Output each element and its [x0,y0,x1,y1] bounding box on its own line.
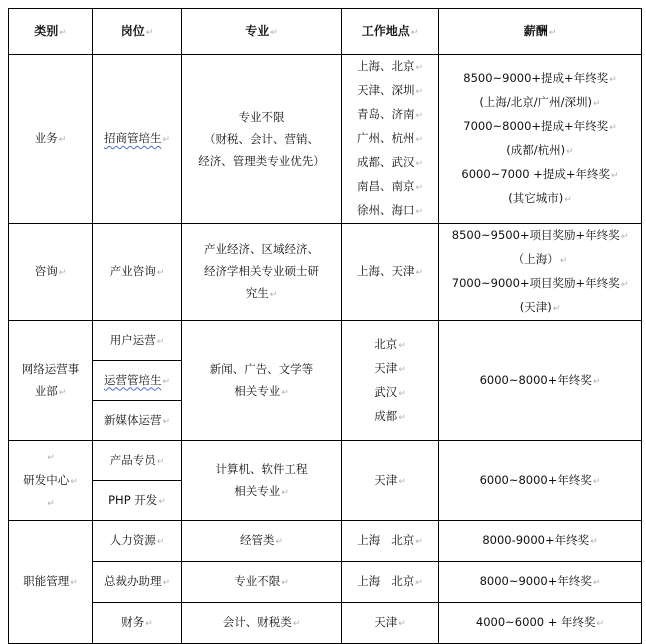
salary-finance: 4000~6000 + 年终奖↵ [439,603,642,644]
major-line: （财税、会计、营销、 [204,132,319,146]
header-major: 专业↵ [182,9,342,55]
location-consulting: 上海、天津↵ [342,224,439,321]
major-hr: 经管类↵ [182,521,342,562]
paragraph-mark: ↵ [47,452,55,463]
recruitment-table [8,8,642,644]
major-rnd [182,441,342,521]
location-line: 天津、深圳↵ [356,83,424,97]
salary-line: 8500~9000+提成+年终奖↵ [463,71,617,85]
major-line: 计算机、软件工程 [215,461,308,476]
position-ceo-assistant: 总裁办助理↵ [93,562,182,603]
location-hr: 上海 北京↵ [342,521,439,562]
category-line: 网络运营事 [21,361,80,376]
salary-line: (上海/北京/广州/深圳)↵ [479,95,601,109]
location-rnd: 天津↵ [342,441,439,521]
location-line: 南昌、南京↵ [356,179,424,193]
salary-line: (其它城市)↵ [508,191,572,205]
header-category: 类别↵ [9,9,93,55]
location-network-ops [342,321,439,441]
location-line: 徐州、海口↵ [356,203,424,217]
row-rnd-1 [9,441,642,481]
major-line: 新闻、广告、文学等 [209,361,314,376]
location-line: 北京↵ [374,336,406,351]
header-position: 岗位↵ [93,9,182,55]
position-ops-trainee: 运营管培生↵ [93,361,182,401]
row-admin-1 [9,521,642,562]
major-network-ops [182,321,342,441]
location-line: 天津↵ [374,360,406,375]
major-line: 专业不限 [238,110,285,124]
salary-ceo-assistant: 8000~9000+年终奖↵ [439,562,642,603]
position-user-ops: 用户运营↵ [93,321,182,361]
salary-network-ops: 6000~8000+年终奖↵ [439,321,642,441]
paragraph-mark: ↵ [47,498,55,509]
salary-line: 7000~8000+提成+年终奖↵ [463,119,617,133]
row-admin-2 [9,562,642,603]
location-ceo-assistant: 上海 北京↵ [342,562,439,603]
position-php-dev: PHP 开发↵ [93,481,182,521]
major-line: 相关专业↵ [234,383,289,398]
major-line: 经济学相关专业硕士研 [204,264,319,278]
category-line: 研发中心↵ [23,472,78,487]
major-finance: 会计、财税类↵ [182,603,342,644]
location-finance: 天津↵ [342,603,439,644]
category-network-ops [9,321,93,441]
location-line: 成都↵ [374,408,406,423]
location-line: 上海、北京↵ [356,59,424,73]
major-business [182,55,342,224]
header-row [9,9,642,55]
salary-line: 7000~9000+项目奖励+年终奖↵ [451,276,629,290]
row-consulting [9,224,642,321]
salary-line: 8500~9500+项目奖励+年终奖↵ [451,228,629,242]
position-product-specialist: 产品专员↵ [93,441,182,481]
salary-business [439,55,642,224]
salary-line: (天津)↵ [519,300,561,314]
category-consulting: 咨询↵ [9,224,93,321]
location-line: 广州、杭州↵ [356,131,424,145]
category-line: 业部↵ [34,383,67,398]
category-admin: 职能管理↵ [9,521,93,644]
header-salary: 薪酬↵ [439,9,642,55]
salary-hr: 8000-9000+年终奖↵ [439,521,642,562]
category-business: 业务↵ [9,55,93,224]
position-business-trainee: 招商管培生↵ [93,55,182,224]
salary-consulting [439,224,642,321]
location-line: 青岛、济南↵ [356,107,424,121]
major-line: 相关专业↵ [234,483,289,498]
salary-line: (成都/杭州)↵ [506,143,574,157]
position-hr: 人力资源↵ [93,521,182,562]
category-rnd [9,441,93,521]
major-line: 产业经济、区域经济、 [204,242,319,256]
location-line: 武汉↵ [374,384,406,399]
row-admin-3 [9,603,642,644]
location-line: 成都、武汉↵ [356,155,424,169]
header-location: 工作地点↵ [342,9,439,55]
position-new-media-ops: 新媒体运营↵ [93,401,182,441]
row-business [9,55,642,224]
position-finance: 财务↵ [93,603,182,644]
salary-line: （上海）↵ [512,252,568,266]
position-industry-consulting: 产业咨询↵ [93,224,182,321]
salary-line: 6000~7000 +提成+年终奖↵ [461,167,619,181]
major-ceo-assistant: 专业不限↵ [182,562,342,603]
major-consulting [182,224,342,321]
salary-rnd: 6000~8000+年终奖↵ [439,441,642,521]
location-business [342,55,439,224]
major-line: 经济、管理类专业优先） [198,154,325,168]
major-line: 究生↵ [245,286,278,300]
row-network-ops-1 [9,321,642,361]
